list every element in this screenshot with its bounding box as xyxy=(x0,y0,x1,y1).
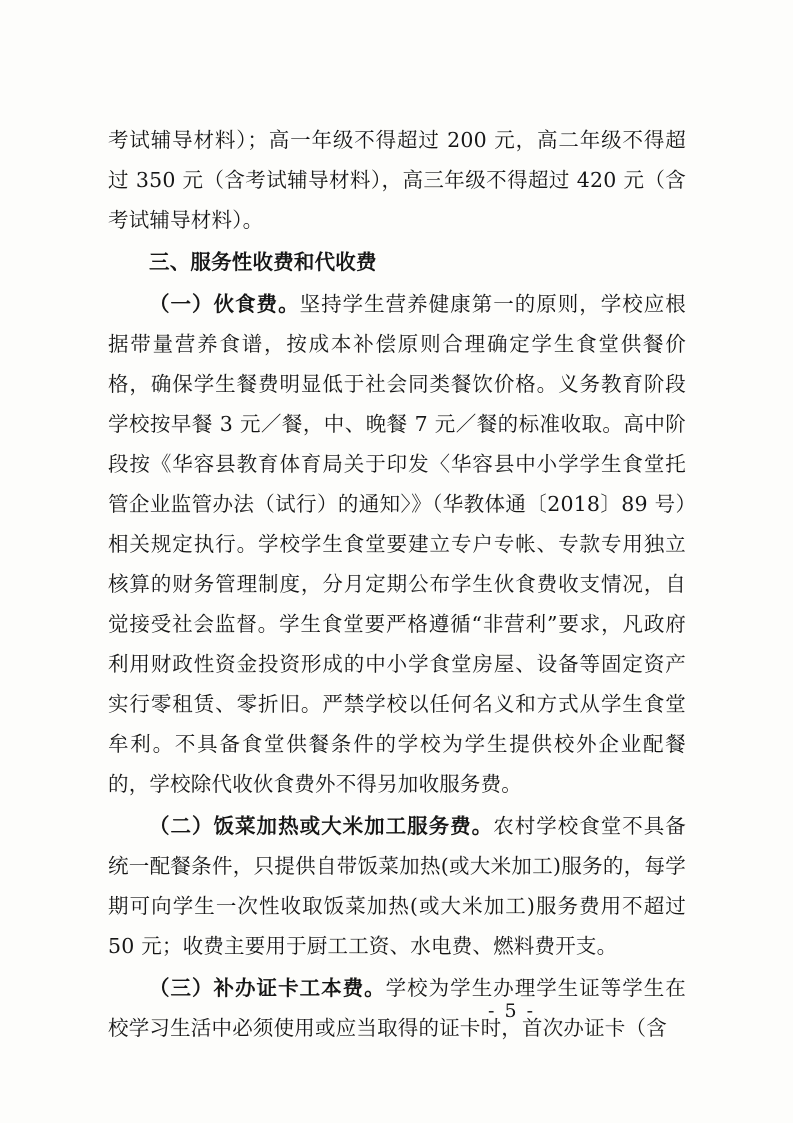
item-one-meal-fee xyxy=(108,284,686,804)
document-body xyxy=(108,120,686,1050)
page-number: - 5 - xyxy=(487,1000,535,1022)
item-one-label: （一）伙食费。 xyxy=(149,292,300,316)
item-three-text: 学校为学生办理学生证等学生在校学习生活中必须使用或应当取得的证卡时，首次办证卡（含 xyxy=(108,976,686,1040)
item-two-text: 农村学校食堂不具备统一配餐条件，只提供自带饭菜加热(或大米加工)服务的，每学期可向学生一次性收取饭菜加热(或大米加工)服务费用不超过 50 元；收费主要用于厨工工资、水电费、燃料费开支。 xyxy=(108,814,686,958)
item-three-label: （三）补办证卡工本费。 xyxy=(149,976,386,1000)
item-one-text: 坚持学生营养健康第一的原则，学校应根据带量营养食谱，按成本补偿原则合理确定学生食堂供餐价格，确保学生餐费明显低于社会同类餐饮价格。义务教育阶段学校按早餐 3 元／餐，中、晚餐 7 元／餐的标准收取。高中阶段按《华容县教育体育局关于印发〈华容县中小学学生食堂托管企业监管办法（试行）的通知〉》（华教体通〔2018〕89 号）相关规定执行。学校学生食堂要建立专户专帐、专款专用独立核算的财务管理制度，分月定期公布学生伙食费收支情况，自觉接受社会监督。学生食堂要严格遵循“非营利”要求，凡政府利用财政性资金投资形成的中小学食堂房屋、设备等固定资产实行零租赁、零折旧。严禁学校以任何名义和方式从学生食堂牟利。不具备食堂供餐条件的学校为学生提供校外企业配餐的，学校除代收伙食费外不得另加收服务费。 xyxy=(108,292,686,796)
section-heading-three: 三、服务性收费和代收费 xyxy=(149,250,377,274)
item-two-label: （二）饭菜加热或大米加工服务费。 xyxy=(149,814,494,838)
paragraph-continuation: 考试辅导材料）；高一年级不得超过 200 元，高二年级不得超过 350 元（含考试辅导材料），高三年级不得超过 420 元（含考试辅导材料）。 xyxy=(108,128,686,232)
item-two-rice-heating-fee xyxy=(108,806,686,966)
